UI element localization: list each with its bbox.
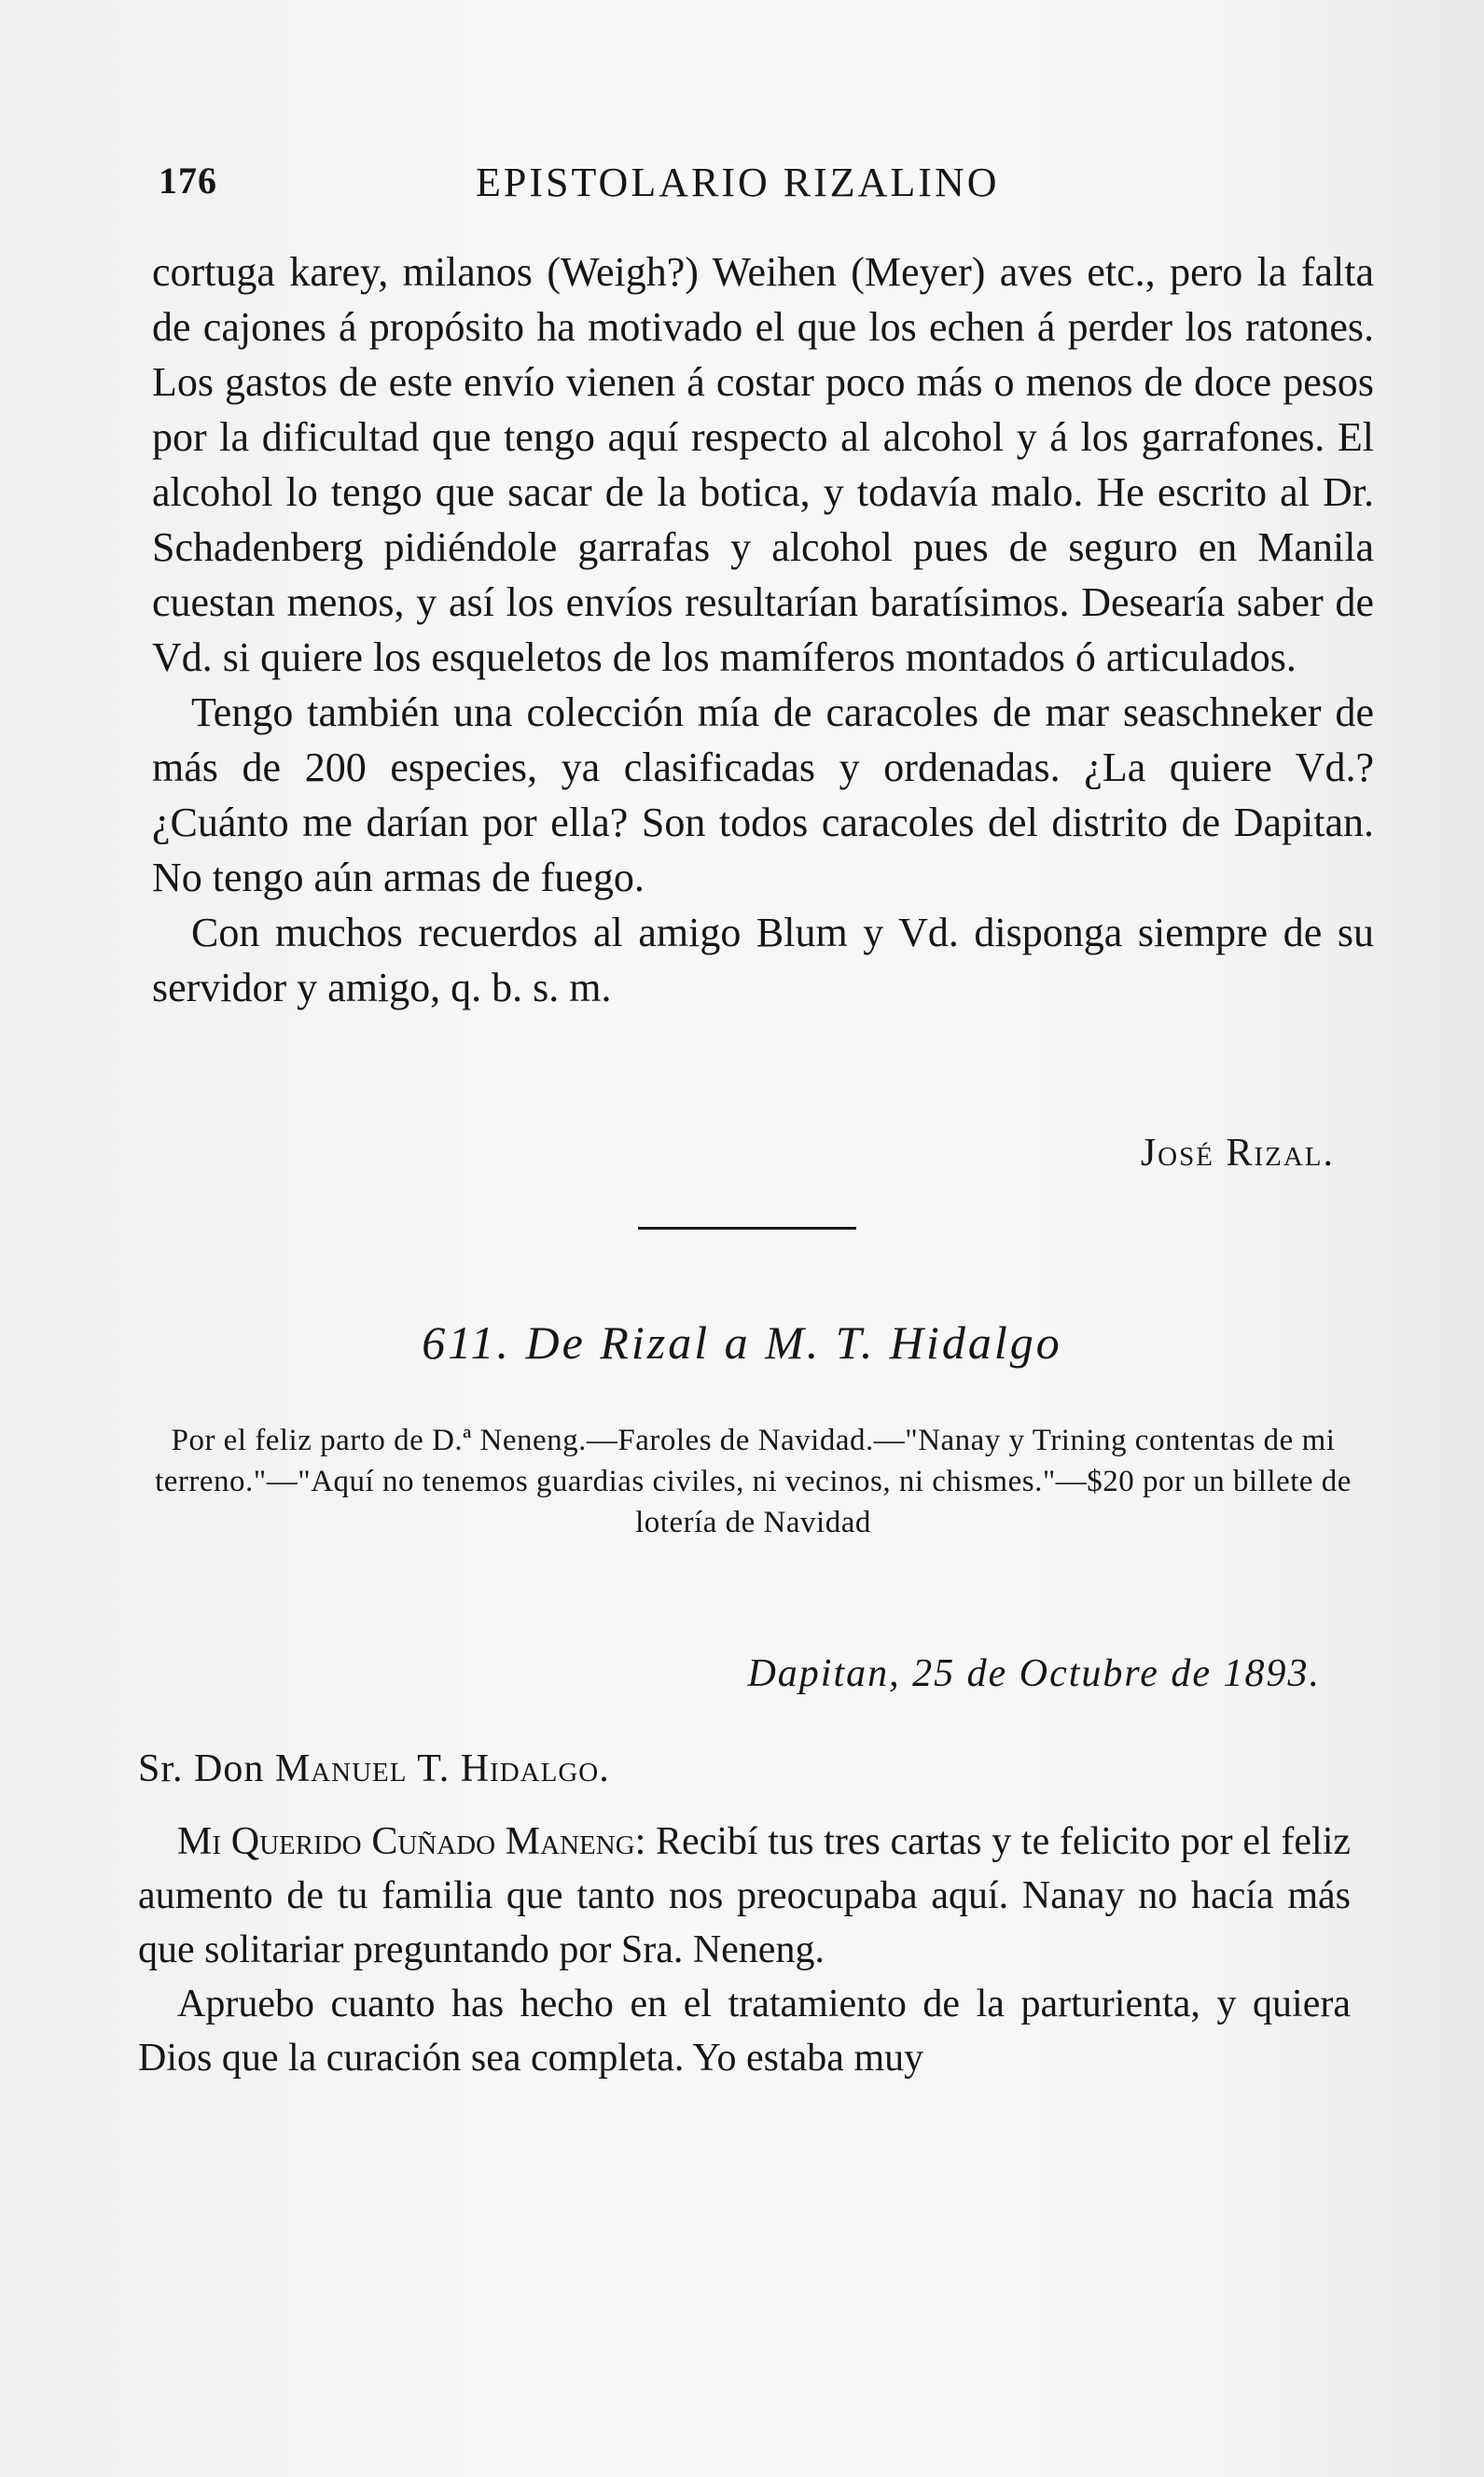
addressee-name: Manuel T. Hidalgo. <box>274 1747 610 1790</box>
letter-summary: Por el feliz parto de D.ª Neneng.—Faroles de Navidad.—"Nanay y Trining contentas de mi terreno."—"Aquí no tenemos guardias civiles, ni vecinos, ni chismes."—$20 por un billete de lotería de Navidad <box>155 1424 1352 1539</box>
paragraph <box>138 1815 1351 1977</box>
paragraph-text: Recibí tus tres cartas y te felicito por el feliz aumento de tu familia que tanto nos preocupaba aquí. Nanay no hacía más que solitariar preguntando por Sra. Neneng. <box>138 1820 1352 1971</box>
addressee <box>138 1746 610 1791</box>
salutation: Mi Querido Cuñado Maneng: <box>177 1820 646 1863</box>
signature: José Rizal. <box>1140 1132 1335 1175</box>
page-number: 176 <box>159 160 217 202</box>
running-title: EPISTOLARIO RIZALINO <box>476 160 1000 205</box>
addressee-prefix: Sr. Don <box>138 1747 265 1790</box>
paragraph: Tengo también una colección mía de caracoles de mar seaschneker de más de 200 especies, ya clasificadas y ordenadas. ¿La quiere Vd.? ¿Cuánto me darían por ella? Son todos caracoles del distrito de Dapitan. No tengo aún armas de fuego. <box>152 689 1374 900</box>
section-divider <box>638 1227 856 1230</box>
previous-letter-continuation <box>152 244 1374 1015</box>
paragraph: cortuga karey, milanos (Weigh?) Weihen (Meyer) aves etc., pero la falta de cajones á propósito ha motivado el que los echen á perder los ratones. Los gastos de este envío vienen á costar poco más o menos de doce pesos por la dificultad que tengo aquí respecto al alcohol y á los garrafones. El alcohol lo tengo que sacar de la botica, y todavía malo. He escrito al Dr. Schadenberg pidiéndole garrafas y alcohol pues de seguro en Manila cuestan menos, y así los envíos resultarían baratísimos. Desearía saber de Vd. si quiere los esqueletos de los mamíferos montados ó articulados. <box>152 249 1374 680</box>
letter-title: 611. De Rizal a M. T. Hidalgo <box>422 1316 1062 1369</box>
paragraph: Apruebo cuanto has hecho en el tratamiento de la parturienta, y quiera Dios que la curación sea completa. Yo estaba muy <box>138 1983 1351 2080</box>
dateline: Dapitan, 25 de Octubre de 1893. <box>747 1652 1321 1695</box>
paragraph: Con muchos recuerdos al amigo Blum y Vd. disponga siempre de su servidor y amigo, q. b. s. m. <box>152 910 1374 1010</box>
page-header <box>149 159 1380 215</box>
letter-body <box>138 1815 1351 2085</box>
